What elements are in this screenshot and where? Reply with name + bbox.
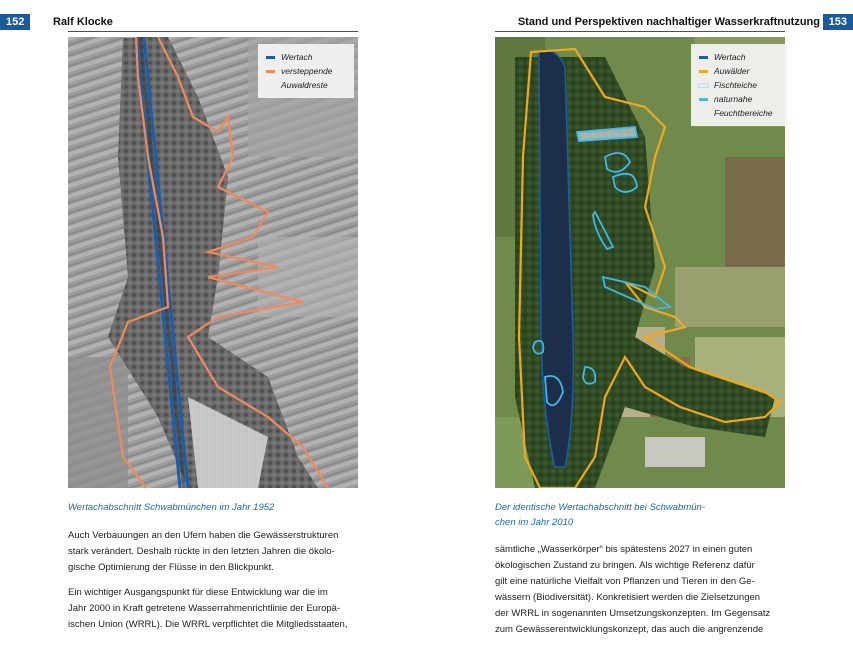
page-number: 153: [823, 14, 853, 30]
caption-line: chen im Jahr 2010: [495, 517, 574, 528]
text-line: Jahr 2000 in Kraft getretene Wasserrahmenrichtlinie der Europä-: [68, 603, 341, 614]
running-head: Ralf Klocke: [53, 16, 113, 28]
legend-item-auwaelder: [699, 64, 779, 78]
legend-item-feuchtbereiche: [699, 92, 779, 120]
paragraph: [68, 585, 368, 633]
line-swatch-icon: [699, 98, 708, 101]
legend-item-wertach: [699, 50, 779, 64]
body-text: [495, 542, 795, 647]
text-line: gische Optimierung der Flüsse in den Blickpunkt.: [68, 562, 274, 573]
paragraph: [68, 528, 368, 576]
text-line: wässern (Biodiversität). Konkretisiert werden die Zielsetzungen: [495, 592, 761, 603]
legend-item-fischteiche: [699, 78, 779, 92]
legend-label-line: naturnahe: [714, 94, 753, 104]
text-line: Ein wichtiger Ausgangspunkt für diese Entwicklung war die im: [68, 587, 328, 598]
legend-item-wertach: [266, 50, 346, 64]
line-swatch-icon: [699, 70, 708, 73]
aerial-photo-1952-image: [68, 37, 358, 488]
legend-label: Wertach: [281, 52, 313, 62]
aerial-photo-1952: [68, 37, 358, 488]
text-line: der WRRL in sogenannten Umsetzungskonzepten. Im Gegensatz: [495, 608, 771, 619]
text-line: ökologischen Zustand zu bringen. Als wichtige Referenz dafür: [495, 560, 755, 571]
legend-item-steppe: [266, 64, 346, 92]
line-swatch-icon: [699, 84, 708, 87]
text-line: gilt eine natürliche Vielfalt von Pflanzen und Tieren in den Ge-: [495, 576, 755, 587]
header-rule: [495, 31, 785, 32]
legend-label: Wertach: [714, 52, 746, 62]
paragraph: [495, 542, 795, 638]
text-line: stark verändert. Deshalb rückte in den letzten Jahren die ökolo-: [68, 546, 335, 557]
header-rule: [68, 31, 358, 32]
legend-label-line: Feuchtbereiche: [714, 108, 773, 118]
line-swatch-icon: [266, 56, 275, 59]
text-line: zum Gewässerentwicklungskonzept, das auch die angrenzende: [495, 624, 764, 635]
legend-label-line: versteppende: [281, 66, 333, 76]
text-line: sämtliche „Wasserkörper“ bis spätestens 2027 in einen guten: [495, 544, 753, 555]
figure-caption: Wertachabschnitt Schwabmünchen im Jahr 1952: [68, 502, 275, 513]
legend-label: Auwälder: [714, 66, 750, 76]
map-legend: [691, 44, 787, 126]
right-page: [427, 0, 853, 648]
page-number: 152: [0, 14, 30, 30]
legend-label: [281, 64, 333, 92]
legend-label: [714, 92, 773, 120]
figure-caption: [495, 500, 705, 530]
line-swatch-icon: [266, 70, 275, 73]
body-text: [68, 528, 368, 642]
line-swatch-icon: [699, 56, 708, 59]
legend-label: Fischteiche: [714, 80, 757, 90]
text-line: ischen Union (WRRL). Die WRRL verpflichtet die Mitgliedsstaaten,: [68, 619, 348, 630]
map-legend: [258, 44, 354, 98]
legend-label-line: Auwaldreste: [281, 80, 328, 90]
caption-line: Der identische Wertachabschnitt bei Schwabmün-: [495, 502, 705, 513]
running-head: Stand und Perspektiven nachhaltiger Wasserkraftnutzung: [517, 16, 820, 28]
text-line: Auch Verbauungen an den Ufern haben die Gewässerstrukturen: [68, 530, 339, 541]
left-page: [0, 0, 426, 648]
